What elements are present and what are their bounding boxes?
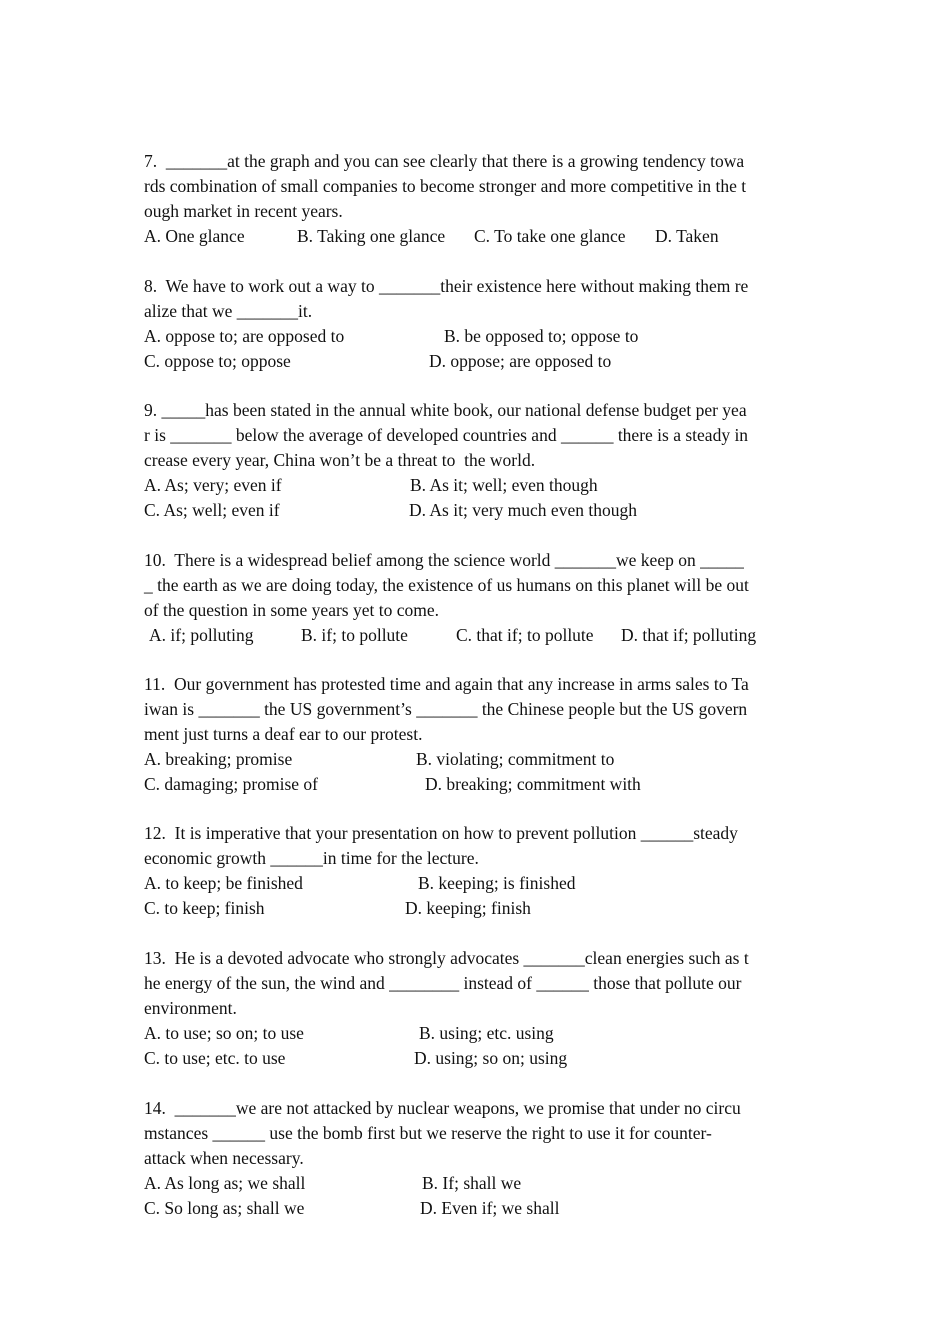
option-a: A. One glance <box>144 226 245 246</box>
question-text-line: crease every year, China won’t be a threat to the world. <box>144 450 536 470</box>
option-b: B. As it; well; even though <box>410 475 598 495</box>
option-c: C. that if; to pollute <box>456 625 594 645</box>
question-text-line: alize that we _______it. <box>144 301 313 321</box>
option-b: B. using; etc. using <box>419 1023 554 1043</box>
question-text-line: _ the earth as we are doing today, the existence of us humans on this planet will be out <box>144 575 749 595</box>
option-d: D. keeping; finish <box>405 898 531 918</box>
question-text-line: r is _______ below the average of developed countries and ______ there is a steady in <box>144 425 749 445</box>
option-b: B. violating; commitment to <box>416 749 615 769</box>
question-text-line: mstances ______ use the bomb first but we reserve the right to use it for counter- <box>144 1123 712 1143</box>
question-text-line: 7. _______at the graph and you can see clearly that there is a growing tendency towa <box>144 151 745 171</box>
option-b: B. keeping; is finished <box>418 873 576 893</box>
option-d: D. Taken <box>655 226 719 246</box>
option-d: D. As it; very much even though <box>409 500 637 520</box>
option-c: C. oppose to; oppose <box>144 351 291 371</box>
option-a: A. As; very; even if <box>144 475 282 495</box>
question-text-line: attack when necessary. <box>144 1148 304 1168</box>
option-b: B. If; shall we <box>422 1173 522 1193</box>
option-b: B. be opposed to; oppose to <box>444 326 639 346</box>
option-d: D. oppose; are opposed to <box>429 351 612 371</box>
option-d: D. using; so on; using <box>414 1048 568 1068</box>
question-text-line: of the question in some years yet to come. <box>144 600 439 620</box>
question-text-line: 14. _______we are not attacked by nuclear weapons, we promise that under no circu <box>144 1098 741 1118</box>
question-text-line: 12. It is imperative that your presentation on how to prevent pollution ______steady <box>144 823 738 843</box>
question-text-line: 13. He is a devoted advocate who strongly advocates _______clean energies such as t <box>144 948 749 968</box>
question-text-line: 9. _____has been stated in the annual white book, our national defense budget per yea <box>144 400 747 420</box>
question-text-line: ment just turns a deaf ear to our protest. <box>144 724 423 744</box>
option-a: A. As long as; we shall <box>144 1173 306 1193</box>
option-a: A. if; polluting <box>149 625 254 645</box>
option-c: C. To take one glance <box>474 226 626 246</box>
question-text-line: environment. <box>144 998 237 1018</box>
option-c: C. As; well; even if <box>144 500 280 520</box>
question-text-line: 8. We have to work out a way to _______their existence here without making them re <box>144 276 749 296</box>
option-d: D. Even if; we shall <box>420 1198 560 1218</box>
option-b: B. Taking one glance <box>297 226 446 246</box>
question-text-line: 11. Our government has protested time and again that any increase in arms sales to Ta <box>144 674 749 694</box>
option-c: C. damaging; promise of <box>144 774 319 794</box>
option-c: C. to use; etc. to use <box>144 1048 286 1068</box>
option-d: D. breaking; commitment with <box>425 774 641 794</box>
option-d: D. that if; polluting <box>621 625 757 645</box>
option-a: A. to use; so on; to use <box>144 1023 304 1043</box>
question-text-line: rds combination of small companies to become stronger and more competitive in the t <box>144 176 747 196</box>
question-text-line: he energy of the sun, the wind and ________ instead of ______ those that pollute our <box>144 973 742 993</box>
option-c: C. to keep; finish <box>144 898 265 918</box>
option-b: B. if; to pollute <box>301 625 408 645</box>
option-a: A. breaking; promise <box>144 749 293 769</box>
question-text-line: ough market in recent years. <box>144 201 343 221</box>
question-text-line: 10. There is a widespread belief among the science world _______we keep on _____ <box>144 550 744 570</box>
option-a: A. to keep; be finished <box>144 873 303 893</box>
option-c: C. So long as; shall we <box>144 1198 305 1218</box>
option-a: A. oppose to; are opposed to <box>144 326 345 346</box>
question-text-line: economic growth ______in time for the lecture. <box>144 848 479 868</box>
question-text-line: iwan is _______ the US government’s _______ the Chinese people but the US govern <box>144 699 748 719</box>
